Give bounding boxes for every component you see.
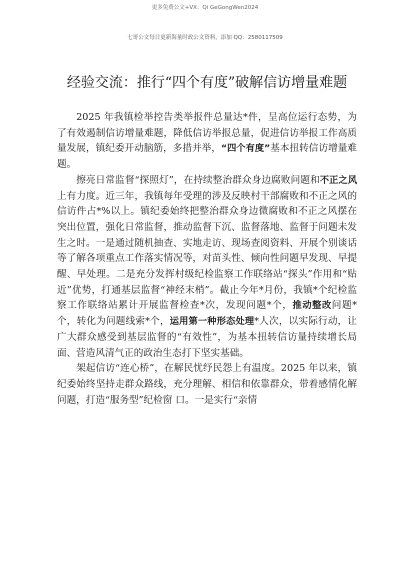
- paragraph-intro-tail: 基本扭转信访增量难题。: [57, 143, 358, 171]
- four-degrees-emphasis: “四个有度”: [221, 143, 271, 155]
- header-ad-note: 七哥公文每日更新海量时政公文资料，添加 QQ：2580117509: [127, 35, 283, 41]
- emphasis-first-form: 运用第一种形态处理: [169, 316, 255, 328]
- document-title: 经验交流：推行“四个有度”破解信访增量难题: [66, 75, 348, 91]
- paragraph-intro: [57, 110, 357, 173]
- paragraph-supervision-text: 擦亮日常监督“探照灯”，在持续整治群众身边腐败问题和: [76, 174, 320, 186]
- paragraph-supervision-text-3: 问题*个，转化为问题线索*个，: [57, 300, 358, 328]
- paragraph-petition-bridge: 架起信访“连心桥”，在解民忧纾民怨上有温度。2025 年以来，镇纪委始终坚持走群众路线，充分理解、相信和依靠群众，带着感情化解问题，打造“服务型”纪检窗 口。一是实行“亲情: [57, 363, 357, 406]
- document-body: [57, 110, 357, 408]
- paragraph-intro-text: 2025 年我镇检举控告类举报件总量达*件，呈高位运行态势，为了有效遏制信访增量难题，降低信访举报总量，促进信访举报工作高质量发展，镇纪委开动脑筋，多措并举，: [57, 112, 357, 155]
- paragraph-supervision-text-2: 上有力度。近三年，我镇每年受理的涉及反映村干部腐败和不正之风的信访件占*%以上。镇纪委始终把整治群众身边微腐败和不正之风摆在突出位置，强化日常监督，推动监督下沉、监督落地、监督于问题未发生之时。一是通过随机抽查、实地走访、现场查阅资料、开展个别谈话等了解各项重点工作落实情况等，对苗头性、倾向性问题早发现、早提醒、早处理。二是充分发挥村级纪检监察工作联络站“探头”作用和“贴近”优势，打通基层监督“神经末梢”。截止今年*月份，我镇*个纪检监察工作联络站累计开展监督检查*次，发现问题*个，: [57, 190, 357, 312]
- emphasis-rectification: 推动整改: [292, 300, 332, 312]
- top-watermark-note: 更多免费公文+VX：Qi GeGongWen2024: [151, 5, 259, 11]
- paragraph-supervision-text-4: *人次，以实际行动，让广大群众感受到基层监督的“有效性”，为基本扭转信访量持续增长局面、营造风清气正的政治生态打下坚实基础。: [57, 316, 358, 359]
- paragraph-supervision: [57, 173, 357, 361]
- emphasis-unhealthy-trends: 不正之风: [319, 174, 358, 186]
